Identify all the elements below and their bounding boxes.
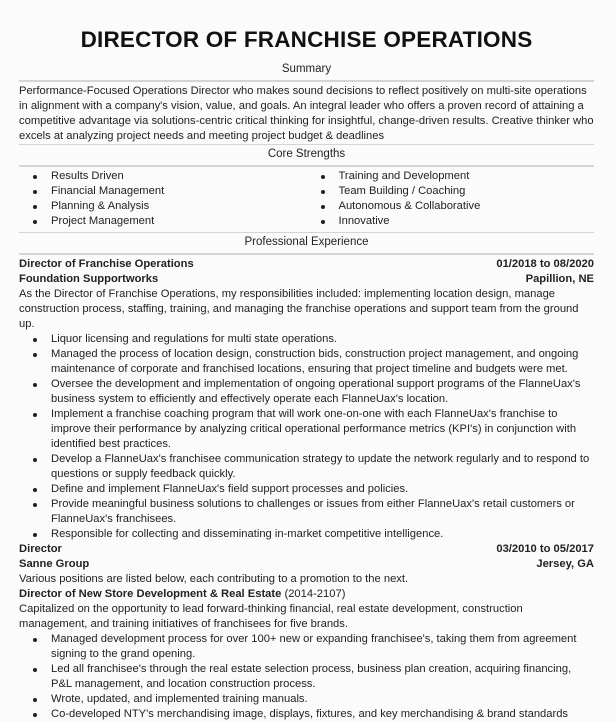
- list-item: Planning & Analysis: [51, 199, 307, 214]
- list-item: Responsible for collecting and disseminating in-market competitive intelligence.: [51, 527, 594, 542]
- list-item: Provide meaningful business solutions to challenges or issues from either FlanneUax's retail customers or FlanneUax's franchisees.: [51, 497, 594, 527]
- job-intro: As the Director of Franchise Operations, my responsibilities included: implementing location design, manage construction process, staffing, training, and managing the franchise operations and support team from the ground up.: [19, 288, 579, 330]
- list-item: Training and Development: [339, 169, 595, 184]
- list-item: Led all franchisee's through the real estate selection process, business plan creation, acquiring financing, P&L management, and location construction process.: [51, 662, 594, 692]
- job-2-bullets: [19, 632, 594, 722]
- summary-text: Performance-Focused Operations Director who makes sound decisions to reflect positively on multi-site operations in alignment with a company's vision, value, and goals. An integral leader who offers a proven record of attaining a competitive advantage via solutions-centric critical thinking for insightful, change-driven results. Creative thinker who excels at analyzing project needs and meeting project budget & deadlines: [19, 85, 594, 142]
- company: Foundation Supportworks: [19, 273, 159, 285]
- job-dates: 03/2010 to 05/2017: [496, 543, 594, 555]
- resume-title: DIRECTOR OF FRANCHISE OPERATIONS: [80, 27, 533, 52]
- job-dates: 01/2018 to 08/2020: [496, 258, 594, 270]
- role-title: Director of New Store Development & Real Estate: [19, 588, 282, 600]
- job-2: [19, 542, 594, 722]
- strengths-right: [307, 169, 595, 229]
- role-years: (2014-2107): [284, 588, 346, 600]
- list-item: Implement a franchise coaching program that will work one-on-one with each FlanneUax's franchise to improve their performance by analyzing critical operational performance metrics (KPI's) in conjunction with identified best practices.: [51, 407, 594, 452]
- list-item: Managed development process for over 100+ new or expanding franchisee's, taking them from agreement signing to the grand opening.: [51, 632, 594, 662]
- list-item: Develop a FlanneUax's franchisee communication strategy to update the network regularly and to respond to questions or supply feedback quickly.: [51, 452, 594, 482]
- location: Papillion, NE: [525, 273, 594, 285]
- company: Sanne Group: [19, 558, 90, 570]
- job-title: Director: [19, 543, 62, 555]
- list-item: Liquor licensing and regulations for multi state operations.: [51, 332, 594, 347]
- job-1: [19, 257, 594, 542]
- experience-heading: Professional Experience: [19, 232, 594, 255]
- job-intro: Various positions are listed below, each contributing to a promotion to the next.: [19, 573, 409, 585]
- list-item: Innovative: [339, 214, 595, 229]
- strengths-left: [19, 169, 307, 229]
- list-item: Project Management: [51, 214, 307, 229]
- list-item: Results Driven: [51, 169, 307, 184]
- list-item: Oversee the development and implementation of ongoing operational support programs of the FlanneUax's business system to efficiently and effectively operate each FlanneUax's location.: [51, 377, 594, 407]
- list-item: Financial Management: [51, 184, 307, 199]
- list-item: Co-developed NTY's merchandising image, displays, fixtures, and key merchandising & brand standards: [51, 707, 594, 722]
- role-intro: Capitalized on the opportunity to lead forward-thinking financial, real estate development, construction management, and training initiatives of franchisees for five brands.: [19, 603, 523, 630]
- job-1-bullets: [19, 332, 594, 542]
- list-item: Wrote, updated, and implemented training manuals.: [51, 692, 594, 707]
- list-item: Managed the process of location design, construction bids, construction project management, and ongoing maintenance of corporate and franchised locations, ensuring that project timeline and budgets were met.: [51, 347, 594, 377]
- core-strengths-heading: Core Strengths: [19, 144, 594, 167]
- list-item: Team Building / Coaching: [339, 184, 595, 199]
- list-item: Define and implement FlanneUax's field support processes and policies.: [51, 482, 594, 497]
- list-item: Autonomous & Collaborative: [339, 199, 595, 214]
- core-strengths-list: [19, 169, 594, 229]
- job-title: Director of Franchise Operations: [19, 258, 194, 270]
- location: Jersey, GA: [536, 558, 594, 570]
- summary-heading: Summary: [19, 60, 594, 82]
